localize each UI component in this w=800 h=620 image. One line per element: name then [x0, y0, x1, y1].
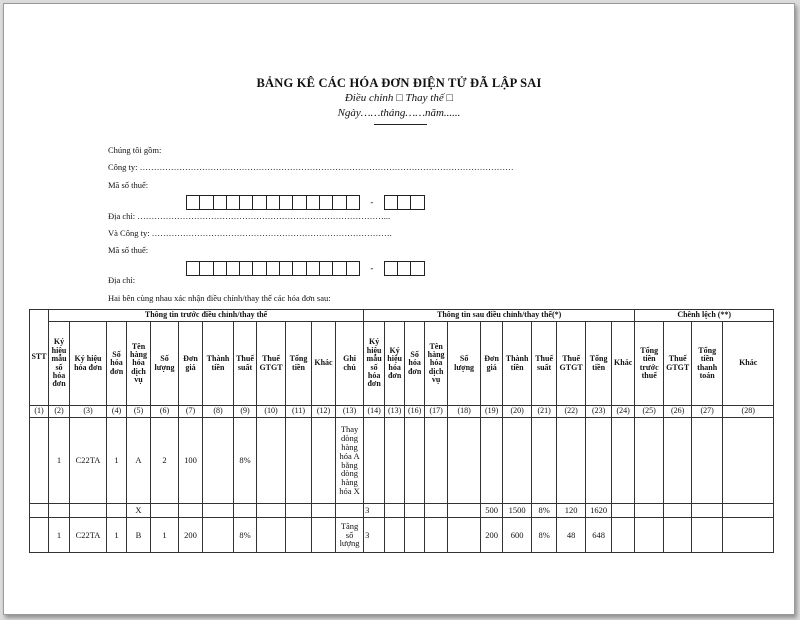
- column-header: Thuế suất: [234, 322, 257, 406]
- column-header: Tên hàng hóa dịch vụ: [127, 322, 151, 406]
- column-header: Số lượng: [151, 322, 179, 406]
- table-cell: B: [127, 518, 151, 553]
- column-header: Tên hàng hóa dịch vụ: [425, 322, 448, 406]
- table-cell: 8%: [234, 518, 257, 553]
- table-cell: 200: [481, 518, 503, 553]
- table-cell: [405, 504, 425, 518]
- column-header: Số hóa đơn: [107, 322, 127, 406]
- table-cell: [664, 418, 692, 504]
- table-cell: 1: [151, 518, 179, 553]
- table-cell: [448, 504, 481, 518]
- table-cell: [586, 418, 612, 504]
- document-page: [3, 3, 795, 615]
- table-cell: [385, 504, 405, 518]
- table-cell: A: [127, 418, 151, 504]
- table-cell: 1: [49, 518, 70, 553]
- table-cell: [635, 418, 664, 504]
- table-cell: [234, 504, 257, 518]
- table-cell: [364, 418, 385, 504]
- table-cell: 120: [557, 504, 586, 518]
- table-cell: [532, 418, 557, 504]
- column-number: (24): [612, 406, 635, 418]
- column-number: (9): [234, 406, 257, 418]
- table-cell: [557, 418, 586, 504]
- intro-text: Chúng tôi gồm:: [108, 145, 162, 155]
- column-number: (5): [127, 406, 151, 418]
- column-number: (16): [405, 406, 425, 418]
- table-group-header: [30, 310, 774, 322]
- column-header: Thành tiền: [203, 322, 234, 406]
- column-header: Ghi chú: [336, 322, 364, 406]
- confirm-text: Hai bên cùng nhau xác nhận điều chỉnh/thay thế các hóa đơn sau:: [108, 293, 331, 303]
- address1-line: Địa chỉ: ……………………………………………………………………………...: [108, 211, 391, 221]
- column-header: Tổng tiền: [586, 322, 612, 406]
- column-number: (4): [107, 406, 127, 418]
- table-cell: 8%: [532, 518, 557, 553]
- column-number: (22): [557, 406, 586, 418]
- column-number: (10): [257, 406, 286, 418]
- column-number: (6): [151, 406, 179, 418]
- table-cell: [448, 418, 481, 504]
- table-cell: [312, 418, 336, 504]
- table-cell: Thay dòng hàng hóa A bằng dòng hàng hóa X: [336, 418, 364, 504]
- column-number: (3): [70, 406, 107, 418]
- table-cell: [448, 518, 481, 553]
- column-number: (2): [49, 406, 70, 418]
- column-header: Khác: [723, 322, 774, 406]
- table-cell: [425, 418, 448, 504]
- column-header: Ký hiệu mẫu số hóa đơn: [49, 322, 70, 406]
- taxcode2-label: Mã số thuế:: [108, 245, 149, 255]
- column-number: (18): [448, 406, 481, 418]
- table-cell: 100: [179, 418, 203, 504]
- table-cell: 8%: [532, 504, 557, 518]
- table-cell: 1: [107, 418, 127, 504]
- column-header: Số lượng: [448, 322, 481, 406]
- table-cell: [612, 418, 635, 504]
- column-number: (7): [179, 406, 203, 418]
- column-header: Tổng tiền thanh toán: [692, 322, 723, 406]
- column-number: (12): [312, 406, 336, 418]
- column-number: (23): [586, 406, 612, 418]
- column-header: Thuế GTGT: [664, 322, 692, 406]
- table-cell: [723, 418, 774, 504]
- taxcode2-boxes: [186, 261, 425, 275]
- column-header: Thuế suất: [532, 322, 557, 406]
- column-number: (8): [203, 406, 234, 418]
- taxcode1-dash: -: [370, 197, 374, 207]
- title-divider: [374, 124, 427, 125]
- table-cell: [203, 504, 234, 518]
- column-number: (11): [286, 406, 312, 418]
- table-cell: [635, 518, 664, 553]
- address2-line: Địa chỉ:: [108, 275, 136, 285]
- table-cell: 3: [364, 518, 385, 553]
- table-cell: C22TA: [70, 418, 107, 504]
- table-cell: 48: [557, 518, 586, 553]
- table-cell: [385, 518, 405, 553]
- table-cell: [503, 418, 532, 504]
- table-cell: 8%: [234, 418, 257, 504]
- column-header: Ký hiệu hóa đơn: [385, 322, 405, 406]
- company1-line: Công ty: ……………………………………………………………………………………………………………………: [108, 162, 514, 172]
- table-cell: [692, 504, 723, 518]
- table-cell: [612, 518, 635, 553]
- table-cell: [203, 418, 234, 504]
- table-cell: [179, 504, 203, 518]
- table-cell: 500: [481, 504, 503, 518]
- table-cell: [286, 418, 312, 504]
- table-cell: [30, 518, 49, 553]
- table-cell: [312, 504, 336, 518]
- invoice-table: [29, 309, 774, 553]
- table-cell: Tăng số lượng: [336, 518, 364, 553]
- column-number: (26): [664, 406, 692, 418]
- table-cell: 600: [503, 518, 532, 553]
- group-after-header: Thông tin sau điều chỉnh/thay thế(*): [364, 310, 635, 322]
- table-column-header: [30, 322, 774, 406]
- table-cell: 648: [586, 518, 612, 553]
- table-cell: 3: [364, 504, 385, 518]
- column-header: Ký hiệu hóa đơn: [70, 322, 107, 406]
- table-cell: [723, 504, 774, 518]
- table-cell: [286, 504, 312, 518]
- group-diff-header: Chênh lệch (**): [635, 310, 774, 322]
- table-cell: [286, 518, 312, 553]
- column-number-row: [30, 406, 774, 418]
- column-header: Ký hiệu mẫu số hóa đơn: [364, 322, 385, 406]
- table-row: [30, 504, 774, 518]
- document-subtitle: Điều chỉnh □ Thay thế □: [344, 92, 454, 104]
- column-header: Thành tiền: [503, 322, 532, 406]
- table-cell: [692, 518, 723, 553]
- table-cell: [612, 504, 635, 518]
- table-cell: [30, 418, 49, 504]
- table-cell: [425, 518, 448, 553]
- table-cell: [49, 504, 70, 518]
- table-cell: 1: [49, 418, 70, 504]
- table-cell: [385, 418, 405, 504]
- table-cell: [312, 518, 336, 553]
- table-cell: 2: [151, 418, 179, 504]
- table-cell: [336, 504, 364, 518]
- table-cell: C22TA: [70, 518, 107, 553]
- table-row: [30, 418, 774, 504]
- company2-line: Và Công ty: ………………………………………………………………………….: [108, 228, 392, 238]
- column-number: (25): [635, 406, 664, 418]
- table-cell: [203, 518, 234, 553]
- document-title: BẢNG KÊ CÁC HÓA ĐƠN ĐIỆN TỬ ĐÃ LẬP SAI: [256, 76, 542, 90]
- taxcode1-label: Mã số thuế:: [108, 180, 149, 190]
- column-header: Tổng tiền trước thuế: [635, 322, 664, 406]
- table-cell: 1: [107, 518, 127, 553]
- table-cell: [723, 518, 774, 553]
- table-cell: [257, 504, 286, 518]
- column-number: (17): [425, 406, 448, 418]
- table-row: [30, 518, 774, 553]
- column-header: Khác: [612, 322, 635, 406]
- table-cell: 1500: [503, 504, 532, 518]
- table-cell: [257, 418, 286, 504]
- table-cell: [692, 418, 723, 504]
- table-cell: 200: [179, 518, 203, 553]
- column-header: Thuế GTGT: [257, 322, 286, 406]
- table-cell: [635, 504, 664, 518]
- table-cell: [425, 504, 448, 518]
- group-before-header: Thông tin trước điều chỉnh/thay thế: [49, 310, 364, 322]
- taxcode2-dash: -: [370, 263, 374, 273]
- column-number: (19): [481, 406, 503, 418]
- table-cell: [664, 504, 692, 518]
- column-number: (21): [532, 406, 557, 418]
- column-number: (14): [364, 406, 385, 418]
- column-header: Đơn giá: [179, 322, 203, 406]
- table-cell: [405, 418, 425, 504]
- table-cell: [151, 504, 179, 518]
- table-cell: X: [127, 504, 151, 518]
- column-header: Đơn giá: [481, 322, 503, 406]
- table-cell: [257, 518, 286, 553]
- table-cell: [30, 504, 49, 518]
- table-cell: [405, 518, 425, 553]
- column-number: (13): [336, 406, 364, 418]
- stt-header: STT: [30, 310, 49, 406]
- column-number: (27): [692, 406, 723, 418]
- column-header: Số hóa đơn: [405, 322, 425, 406]
- table-cell: [664, 518, 692, 553]
- table-cell: [107, 504, 127, 518]
- taxcode1-boxes: [186, 195, 425, 209]
- column-number: (20): [503, 406, 532, 418]
- column-header: Thuế GTGT: [557, 322, 586, 406]
- column-header: Khác: [312, 322, 336, 406]
- table-cell: 1620: [586, 504, 612, 518]
- table-cell: [70, 504, 107, 518]
- date-line: Ngày……tháng……năm......: [337, 107, 461, 119]
- column-number: (13): [385, 406, 405, 418]
- table-cell: [481, 418, 503, 504]
- column-number: (1): [30, 406, 49, 418]
- column-header: Tổng tiền: [286, 322, 312, 406]
- column-number: (28): [723, 406, 774, 418]
